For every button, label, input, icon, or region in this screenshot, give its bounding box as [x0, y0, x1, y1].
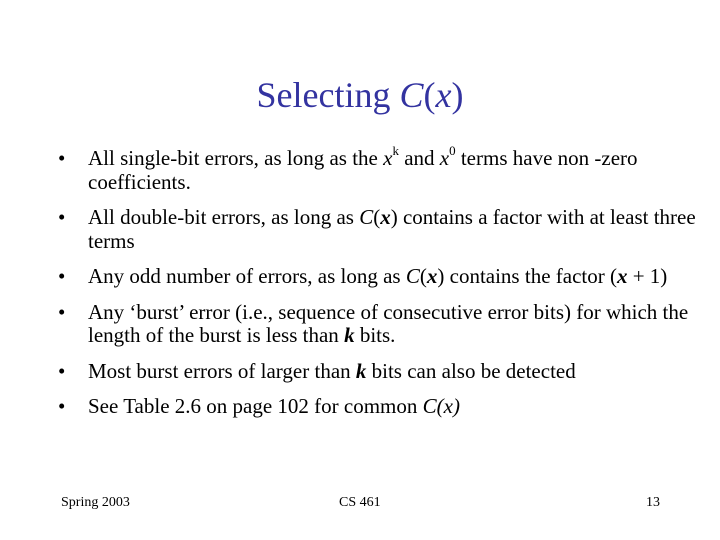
bullet-list	[58, 143, 698, 419]
bullet-item-see-table	[58, 395, 698, 419]
bullet-text: contains a factor with at least three terms	[88, 205, 696, 253]
bullet-item-odd-errors	[58, 265, 698, 289]
footer-page-number: 13	[646, 495, 660, 510]
bullet-dot-icon: •	[58, 264, 66, 288]
bullet-text: terms have non -zero coefficients.	[88, 146, 638, 194]
var-x: x	[616, 264, 628, 288]
title-close-paren: )	[451, 75, 464, 115]
title-c: C	[399, 75, 424, 115]
var-k: k	[344, 323, 355, 347]
var-c: C	[359, 205, 374, 229]
var-x: x	[439, 146, 450, 170]
paren: (	[419, 264, 427, 288]
bullet-text: and	[398, 146, 440, 170]
bullet-text: + 1)	[627, 264, 668, 288]
var-x: x	[426, 264, 438, 288]
bullet-text: All double-bit errors, as long as	[88, 205, 360, 229]
bullet-item-larger-bursts	[58, 360, 698, 384]
paren: )	[390, 205, 398, 229]
title-open-paren: (	[423, 75, 436, 115]
var-x: x	[380, 205, 391, 229]
paren: (	[373, 205, 381, 229]
bullet-text: Any odd number of errors, as long as	[88, 264, 406, 288]
slide-title	[0, 72, 720, 118]
var-k: k	[355, 358, 367, 383]
bullet-dot-icon: •	[58, 358, 66, 383]
footer-course: CS 461	[339, 495, 381, 510]
title-x: x	[435, 75, 452, 115]
title-prefix: Selecting	[256, 75, 400, 115]
sup-k: k	[392, 143, 399, 158]
var-c: C	[405, 264, 420, 288]
bullet-dot-icon: •	[58, 299, 66, 324]
var-x: x	[383, 146, 393, 170]
bullet-text: bits can also be detected	[366, 358, 576, 383]
bullet-text: Most burst errors of larger than	[88, 358, 356, 383]
bullet-text: See Table 2.6 on page 102 for common	[88, 394, 423, 418]
footer-date: Spring 2003	[61, 495, 130, 510]
bullet-text: contains the factor (	[444, 264, 617, 288]
bullet-text: bits.	[354, 323, 396, 347]
bullet-item-burst-error	[58, 301, 698, 348]
paren: )	[437, 264, 445, 288]
bullet-dot-icon: •	[58, 205, 66, 229]
bullet-dot-icon: •	[58, 394, 66, 418]
bullet-text: Any ‘burst’ error (i.e., sequence of consecutive error bits) for which the length of the burst is less than	[88, 299, 689, 347]
bullet-dot-icon: •	[58, 146, 66, 170]
sup-zero: 0	[449, 143, 456, 158]
var-cx: C(x)	[422, 394, 460, 418]
bullet-text: All single-bit errors, as long as the	[88, 146, 384, 170]
bullet-item-double-bit	[58, 206, 698, 253]
bullet-item-single-bit	[58, 143, 698, 194]
